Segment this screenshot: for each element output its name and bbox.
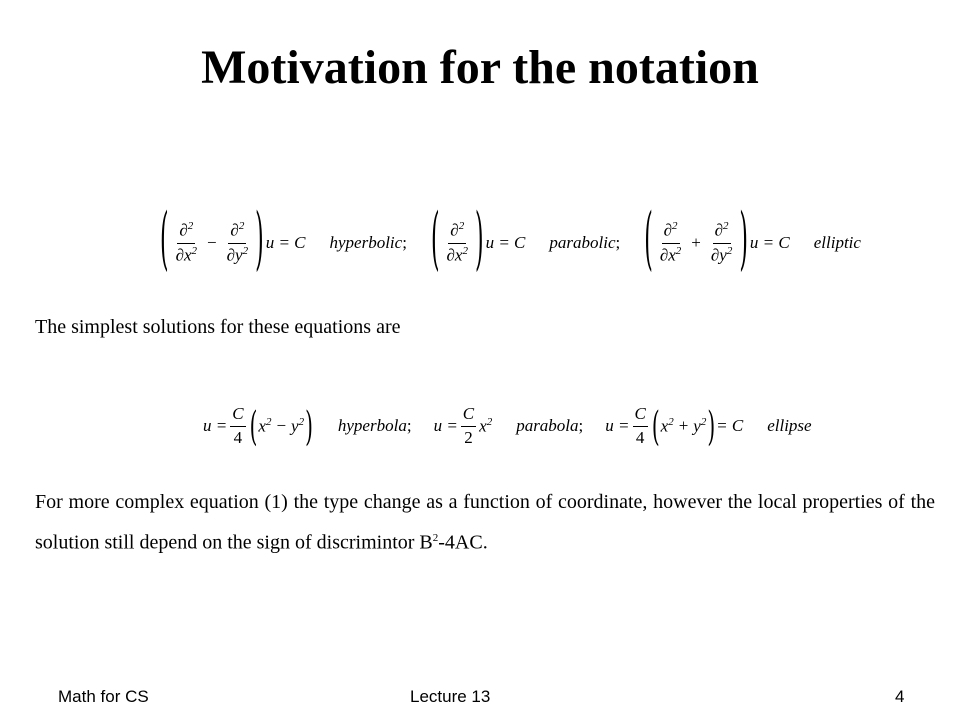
- denominator: $\partial y^2$: [710, 244, 733, 265]
- separator: ;: [402, 233, 407, 252]
- partial-x: ∂x: [175, 245, 192, 265]
- right-paren: ): [739, 202, 748, 281]
- c-over-4-fraction: [230, 404, 245, 448]
- d2-dx2-fraction: [174, 220, 199, 265]
- separator: ;: [578, 416, 584, 435]
- numerator: ∂$^2$: [448, 220, 466, 243]
- discriminant-paragraph: [35, 484, 935, 561]
- equation-rhs: = C: [716, 416, 744, 435]
- paragraph-text: For more complex equation (1) the type change as a function of coordinate, however the local properties of the solution still depend on the sign of discrimintor B: [35, 491, 935, 554]
- x-var: x: [660, 416, 669, 436]
- y-term: $y^2$: [693, 415, 707, 436]
- intro-text: The simplest solutions for these equations are: [35, 316, 401, 338]
- left-paren: (: [651, 402, 660, 450]
- c-over-2-fraction: [461, 404, 476, 448]
- denominator: $\partial x^2$: [659, 244, 682, 265]
- left-paren: (: [249, 402, 258, 450]
- minus-operator: −: [276, 416, 287, 435]
- right-paren: ): [707, 402, 716, 450]
- d2-dy2-fraction: [709, 220, 734, 265]
- y-var: y: [291, 416, 299, 436]
- y-var: y: [693, 416, 701, 436]
- numerator: C: [461, 404, 476, 426]
- equation-rhs: u = C: [749, 233, 790, 252]
- partial-x: ∂x: [659, 245, 676, 265]
- solution-equations: [203, 396, 812, 456]
- partial-y: ∂y: [226, 245, 243, 265]
- elliptic-label: elliptic: [813, 233, 861, 252]
- solution-lhs: u =: [203, 416, 228, 435]
- numerator: ∂$^2$: [177, 220, 195, 243]
- d2-dx2-fraction: [658, 220, 683, 265]
- d2-dx2-fraction: [445, 220, 470, 265]
- numerator: C: [230, 404, 245, 426]
- y-term: $y^2$: [291, 415, 305, 436]
- numerator: ∂$^2$: [662, 220, 680, 243]
- partial-symbol: ∂: [179, 221, 188, 241]
- superscript-2: 2: [432, 532, 439, 544]
- partial-symbol: ∂: [714, 221, 724, 241]
- hyperbolic-label: hyperbolic: [329, 233, 403, 252]
- hyperbola-label: hyperbola: [337, 416, 407, 435]
- denominator: 4: [233, 427, 243, 447]
- equation-rhs: u = C: [265, 233, 306, 252]
- numerator: ∂$^2$: [713, 220, 731, 243]
- right-paren: ): [305, 402, 313, 450]
- left-paren: (: [644, 202, 653, 281]
- x-var: x: [258, 416, 266, 436]
- plus-operator: +: [678, 416, 689, 435]
- numerator: ∂$^2$: [228, 220, 246, 243]
- x-term: $x^2$: [258, 415, 272, 436]
- footer-course: Math for CS: [58, 687, 149, 706]
- x-term: $x^2$: [479, 415, 493, 436]
- minus-operator: −: [207, 233, 217, 252]
- pde-equations: [158, 202, 861, 281]
- separator: ;: [615, 233, 621, 252]
- left-paren: (: [430, 202, 440, 281]
- denominator: 4: [635, 427, 645, 447]
- c-over-4-fraction: [633, 404, 648, 448]
- denominator: $\partial x^2$: [446, 244, 468, 265]
- partial-x: ∂x: [446, 245, 463, 265]
- solution-lhs: u =: [433, 416, 458, 435]
- partial-symbol: ∂: [663, 221, 672, 241]
- partial-symbol: ∂: [450, 221, 459, 241]
- equation-rhs: u = C: [485, 233, 526, 252]
- x-term: $x^2$: [660, 415, 674, 436]
- left-paren: (: [160, 202, 169, 281]
- right-paren: ): [474, 202, 484, 281]
- denominator: 2: [464, 427, 473, 447]
- d2-dy2-fraction: [225, 220, 250, 265]
- partial-y: ∂y: [710, 245, 727, 265]
- paragraph-tail: -4AC.: [438, 531, 488, 554]
- ellipse-label: ellipse: [767, 416, 812, 435]
- numerator: C: [633, 404, 648, 426]
- solution-lhs: u =: [605, 416, 630, 435]
- footer-page-number: 4: [895, 687, 905, 706]
- footer-lecture: Lecture 13: [410, 687, 491, 706]
- denominator: $\partial y^2$: [226, 244, 249, 265]
- partial-symbol: ∂: [230, 221, 239, 241]
- right-paren: ): [255, 202, 264, 281]
- denominator: $\partial x^2$: [175, 244, 198, 265]
- x-var: x: [479, 416, 487, 436]
- plus-operator: +: [691, 233, 701, 252]
- separator: ;: [406, 416, 412, 435]
- slide-title: Motivation for the notation: [201, 41, 759, 94]
- parabola-label: parabola: [516, 416, 579, 435]
- parabolic-label: parabolic: [549, 233, 616, 252]
